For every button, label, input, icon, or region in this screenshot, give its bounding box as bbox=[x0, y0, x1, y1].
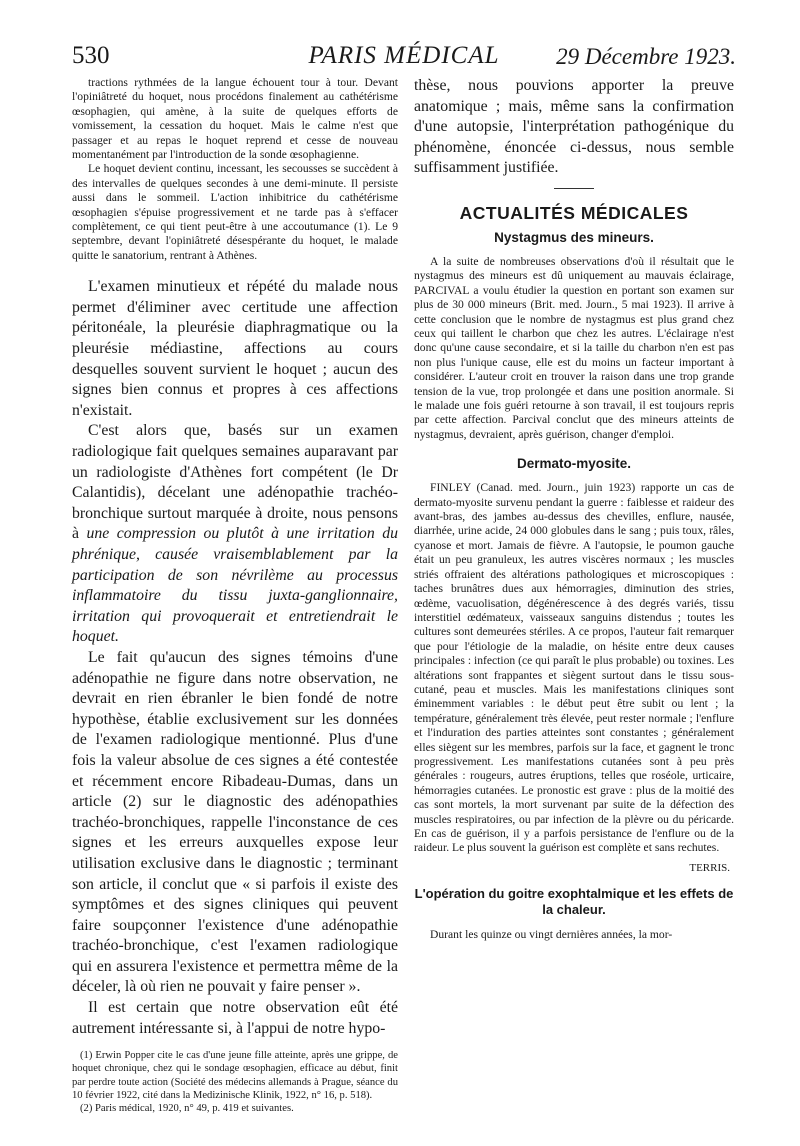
spacer bbox=[72, 263, 398, 277]
journal-title: PARIS MÉDICAL bbox=[308, 42, 500, 69]
author-signature: TERRIS. bbox=[689, 861, 730, 874]
body-paragraph-conclusion: Il est certain que notre observation eût été autrement intéressante si, à l'appui de notre hypo- bbox=[72, 999, 398, 1037]
body-paragraph-continued: thèse, nous pouvions apporter la preuve anatomique ; mais, même sans la confirmation d'une autopsie, l'interprétation pathogénique du phénomène, énoncée ci-dessus, nous semble suffisamment justifiée. bbox=[414, 77, 734, 177]
case-paragraph-1: tractions rythmées de la langue échouent tour à tour. Devant l'opiniâtreté du hoquet, nous procédons finalement au cathétérisme œsophagien, qui amène, à la suite de quelques efforts de vomissement, la cessation du hoquet. Mais le calme n'est que passager et au repas le hoquet reprend et cesse de nouveau momentanément par l'introduction de la sonde œsophagienne. bbox=[72, 76, 398, 162]
separator-rule bbox=[554, 188, 594, 189]
page-number: 530 bbox=[72, 42, 110, 69]
hypothesis-emphasis: une compression ou plutôt à une irritation du phrénique, causée vraisemblablement par la participation de son névrilème au processus inflammatoire du tissu juxta-ganglionnaire, irritation qui provoquerait et entretiendrait le hoquet. bbox=[72, 525, 398, 646]
section-heading: ACTUALITÉS MÉDICALES bbox=[459, 202, 689, 223]
article-text-dermatomyosite: FINLEY (Canad. med. Journ., juin 1923) rapporte un cas de dermato-myosite survenu pendant la guerre : faiblesse et raideur des avant-bras, des jambes au-dessus des chevilles, enflure, nausée, diarrhée, urine acide, 24 000 globules dans le sang ; puis toux, râles, cyanose et mort. Jamais de fièvre. A l'autopsie, le poumon gauche était un peu granuleux, les autres viscères normaux ; les muscles striés offraient des altérations pathologiques et microscopiques : taches brunâtres dues aux hémorragies, diminution des stries, œdème, vacuolisation, dégénérescence à des degrés variés, tissu interstitiel œdémateux, vaisseaux sanguins distendus ; toutes les cultures sont demeurées stériles. A ce propos, l'auteur fait remarquer que pour l'étiologie de la maladie, on hésite entre deux causes principales : infection (ce qui paraît le plus probable) ou toxines. Les altérations sont frappantes et siègent surtout dans le tissu sous-cutané, peau et muscles. Mais les manifestations cliniques sont éminemment variables : le début peut être subit ou lent ; la température, généralement très élevée, peut rester normale ; l'enflure et l'induration des parties atteintes sont constantes ; généralement elles siègent sur les membres, parfois sur la face, et gagnent le tronc progressivement. Les manifestations cutanées sont à peu près générales : rougeurs, autres éruptions, telles que roséole, urticaire, hémorragies cutanées. Le pronostic est grave : plus de la moitié des cas sont mortels, la mort survenant par suite de la défection des muscles respiratoires, ou par infection de la plèvre ou du péricarde. En cas de guérison, il y a parfois persistance de l'enflure ou de la raideur. Le plus souvent la guérison est complète et sans rechutes. bbox=[414, 481, 734, 855]
article-text-goitre: Durant les quinze ou vingt dernières années, la mor- bbox=[430, 927, 673, 941]
footnote-2: (2) Paris médical, 1920, n° 49, p. 419 et suivantes. bbox=[80, 1103, 294, 1115]
article-title-goitre: L'opération du goitre exophtalmique et les effets de la chaleur. bbox=[414, 885, 734, 917]
article-text-nystagmus: A la suite de nombreuses observations d'où il résultait que le nystagmus des mineurs est dû uniquement au mauvais éclairage, PARCIVAL a voulu étudier la question en portant son examen sur plus de 30 000 mineurs (Brit. med. Journ., 5 mai 1923). Il arrive à cette conclusion que le nombre de nystagmus est plus grand chez ceux qui taillent le charbon que chez les autres. L'éclairage n'est donc qu'une cause secondaire, et si la taille du charbon n'en est pas non plus l'unique cause, elle est du moins un facteur important à considérer. L'auteur croit en trouver la raison dans une trop grande tension de la vue, trop prolongée et dans une position anormale. Si le malade une fois guéri retourne à son travail, il est toujours repris par cette affection. Parcival conclut que des mineurs atteints de nystagmus, devraient, après guérison, changer d'emploi. bbox=[414, 254, 734, 441]
body-paragraph-radiology: Le fait qu'aucun des signes témoins d'une adénopathie ne figure dans notre observation, ne devrait en rien ébranler le bien fondé de notre hypothèse, établie exclusivement sur les données de l'examen radiologique mentionné. Plus d'une fois la valeur absolue de ces signes a été contestée et récemment encore Ribadeau-Dumas, dans un article (2) sur le diagnostic des adénopathies trachéo-bronchiques, rappelle l'inconstance de ces signes et les erreurs auxquelles expose leur utilisation exclusive dans le diagnostic ; terminant son article, il conclut que « si parfois il existe des symptômes et des signes cliniques qui peuvent faire soupçonner l'existence d'une adénopathie trachéo-bronchique, c'est l'examen radiologique qui en assurera l'existence et permettra même de la déceler, là où rien ne pouvait y faire penser ». bbox=[72, 648, 398, 996]
article-title-nystagmus: Nystagmus des mineurs. bbox=[494, 229, 654, 245]
running-header bbox=[72, 40, 736, 74]
right-column bbox=[414, 76, 734, 942]
footnote-1: (1) Erwin Popper cite le cas d'une jeune fille atteinte, après une grippe, de hoquet chronique, chez qui le sondage œsophagien, efficace au début, finit par perdre toute action (Société des médecins allemands à Prague, séance du 10 février 1922, cité dans la Medizinische Klinik, 1922, n° 16, p. 518). bbox=[72, 1050, 398, 1101]
issue-date: 29 Décembre 1923. bbox=[556, 44, 736, 69]
hypothesis-text: C'est alors que, basés sur un examen radiologique fait quelques semaines auparavant par un radiologiste d'Athènes fort compétent (le Dr Calantidis), décelant une adénopathie trachéo-bronchique surtout marquée à droite, nous pensons à bbox=[72, 422, 398, 543]
body-paragraph-hypothesis bbox=[72, 421, 398, 648]
left-column bbox=[72, 76, 398, 1115]
article-title-dermatomyosite: Dermato-myosite. bbox=[516, 456, 632, 472]
spacer bbox=[72, 1039, 398, 1049]
body-paragraph-exam: L'examen minutieux et répété du malade nous permet d'éliminer avec certitude une affection péritonéale, la pleurésie diaphragmatique ou la pleurésie médiastine, affections au cours desquelles souvent survient le hoquet ; aucun des signes bien connus et propres à ces affections n'existait. bbox=[72, 278, 398, 419]
case-paragraph-2: Le hoquet devient continu, incessant, les secousses se succèdent à des intervalles de quelques secondes à une demi-minute. Il persiste aussi dans le sommeil. L'action inhibitrice du cathétérisme œsophagien s'épuise progressivement et ne tarde pas à s'effacer complètement, ce qui tient peut-être à une accoutumance (1). Le 9 septembre, devant l'opiniâtreté désespérante du hoquet, le malade quitte le sanatorium, rentrant à Athènes. bbox=[72, 162, 398, 262]
